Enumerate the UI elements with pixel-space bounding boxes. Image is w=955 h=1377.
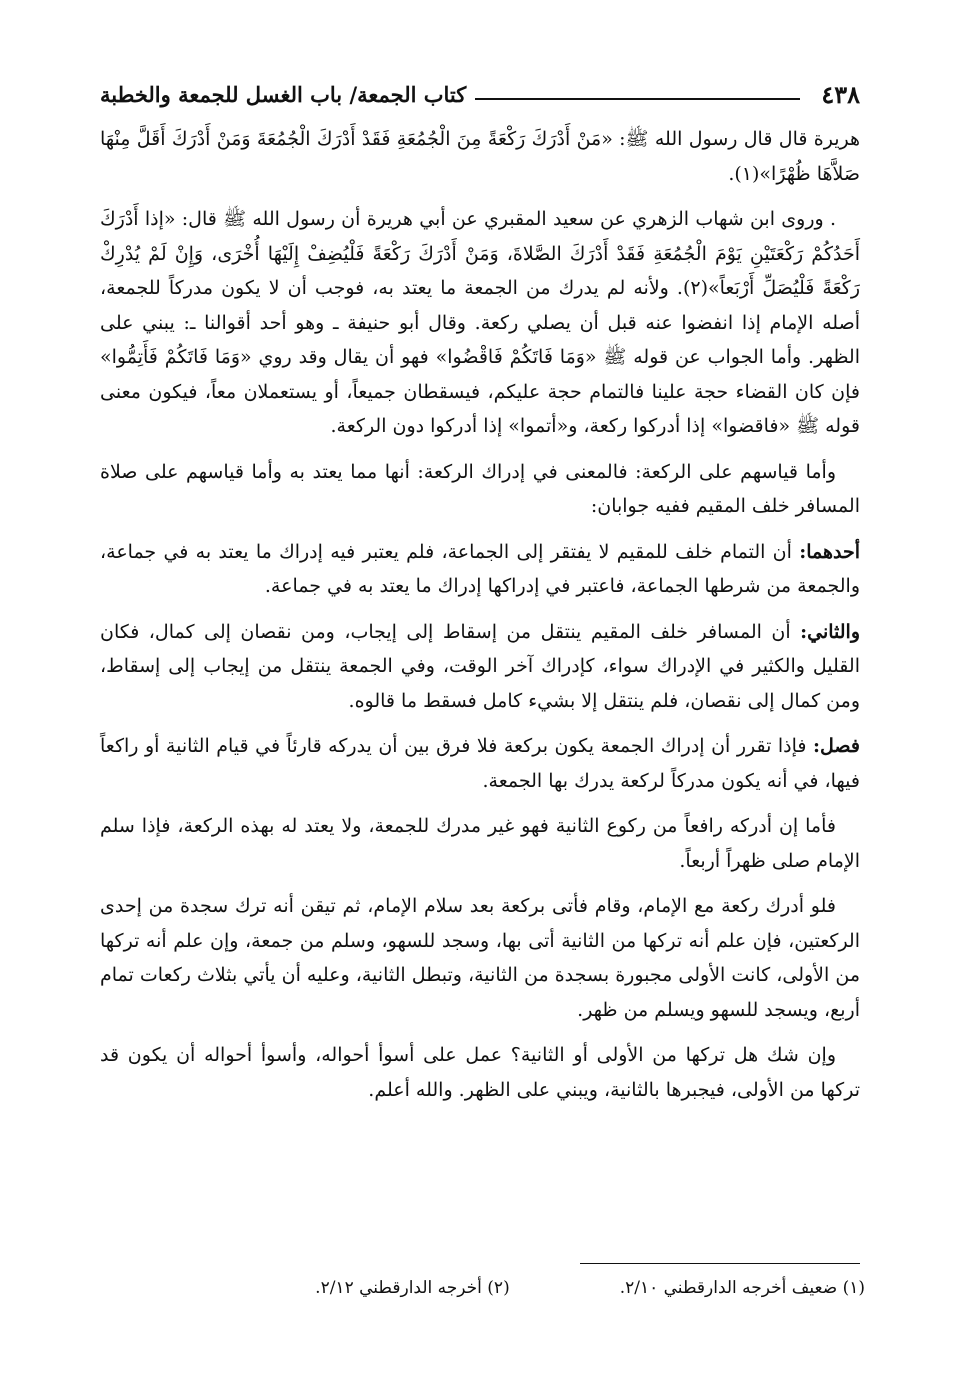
paragraph	[100, 535, 860, 604]
paragraph-text: فلو أدرك ركعة مع الإمام، وقام فأتى بركعة بعد سلام الإمام، ثم تيقن أنه ترك سجدة من إحدى الركعتين، فإن علم أنه تركها من الثانية أتى بها، وسجد للسهو، وسلم من جمعة، وإن علم أنه تركها من الأولى، كانت الأولى مجبورة بسجدة من الثانية، وتبطل الثانية، وعليه أن يأتي بثلاث ركعات تمام أربع، ويسجد للسهو ويسلم من ظهر.	[100, 895, 860, 1021]
page-header	[100, 80, 860, 120]
paragraph	[100, 729, 860, 798]
paragraph-text: وإن شك هل تركها من الأولى أو الثانية؟ عمل على أسوأ أحواله، وأسوأ أحواله أن يكون قد تركها من الأولى، فيجبرها بالثانية، ويبني على الظهر. والله أعلم.	[100, 1044, 860, 1101]
paragraph-text: هريرة قال قال رسول الله ﷺ: «مَنْ أَدْرَكَ رَكْعَةً مِنَ الْجُمُعَةِ فَقَدْ أَدْرَكَ الْجُمُعَةَ وَمَنْ أَدْرَكَ أَقَلَّ مِنْهَا صَلاَّهَا ظُهْرًا»(١).	[100, 128, 860, 185]
footnote-rule	[580, 1263, 860, 1264]
paragraph	[100, 615, 860, 719]
running-title: كتاب الجمعة/ باب الغسل للجمعة والخطبة	[100, 82, 467, 107]
paragraph-text: . وروى ابن شهاب الزهري عن سعيد المقبري عن أبي هريرة أن رسول الله ﷺ قال: «إذا أَدْرَكَ أَحَدُكُمْ رَكْعَتَيْنِ يَوْمَ الْجُمُعَةِ فَقَدْ أَدْرَكَ الصَّلاةَ، وَمَنْ أَدْرَكَ رَكْعَةً فَلْيُضِفْ إِلَيْهَا أُخْرَى، وَإِنْ لَمْ يُدْرِكْ رَكْعَةً فَلْيُصَلِّ أَرْبَعاً»(٢). ولأنه لم يدرك من الجمعة ما يعتد به، فوجب أن لا يكون مدركاً للجمعة، أصله الإمام إذا انفضوا عنه قبل أن يصلي ركعة. وقال أبو حنيفة ـ وهو أحد أقوالنا ـ: يبني على الظهر. وأما الجواب عن قوله ﷺ «وَمَا فَاتَكُمْ فَاقْضُوا» فهو أن يقال وقد روي «وَمَا فَاتَكُمْ فَأَتِمُّوا» فإن كان القضاء حجة علينا فالتمام حجة عليكم، فيسقطان جميعاً، أو يستعملان معاً، فيكون معنى قوله ﷺ «فاقضوا» إذا أدركوا ركعة، و«أتموا» إذا أدركوا دون الركعة.	[100, 208, 860, 437]
paragraph-lead: فصل:	[813, 735, 860, 757]
paragraph	[100, 455, 860, 524]
paragraph-text: فأما إن أدركه رافعاً من ركوع الثانية فهو غير مدرك للجمعة، ولا يعتد له بهذه الركعة، فإذا سلم الإمام صلى ظهراً أربعاً.	[100, 815, 860, 872]
footnotes	[100, 1278, 865, 1298]
paragraph-text: أن التمام خلف للمقيم لا يفتقر إلى الجماعة، فلم يعتبر فيه إدراك ما يعتد به في جماعة، والجمعة من شرطها الجماعة، فاعتبر في إدراكها إدراك ما يعتد به في جماعة.	[100, 540, 860, 597]
paragraph	[100, 889, 860, 1027]
header-rule	[475, 98, 800, 100]
paragraph-lead: والثاني:	[800, 620, 860, 643]
paragraph-text: وأما قياسهم على الركعة: فالمعنى في إدراك الركعة: أنها مما يعتد به وأما قياسهم على صلاة المسافر خلف المقيم ففيه جوابان:	[100, 460, 860, 517]
paragraph-text: فإذا تقرر أن إدراك الجمعة يكون بركعة فلا فرق بين أن يدركه قارئاً في قيام الثانية أو راكعاً فيها، في أنه يكون مدركاً لركعة يدرك بها الجمعة.	[100, 735, 860, 792]
paragraph-text: أن المسافر خلف المقيم ينتقل من إسقاط إلى إيجاب، ومن نقصان إلى كمال، فكان القليل والكثير في الإدراك سواء، كإدراك آخر الوقت، وفي الجمعة ينتقل من إيجاب إلى إسقاط، ومن كمال إلى نقصان، فلم ينتقل إلا بشيء كامل فسقط ما قالوه.	[100, 620, 860, 712]
paragraph	[100, 1038, 860, 1107]
paragraph	[100, 122, 860, 191]
page-number: ٤٣٨	[821, 80, 860, 109]
footnote-2: (٢) أخرجه الدارقطني ٢/١٢.	[315, 1278, 510, 1298]
paragraph	[100, 202, 860, 444]
paragraph	[100, 809, 860, 878]
paragraph-lead: أحدهما:	[799, 540, 860, 563]
footnote-1: (١) ضعيف أخرجه الدارقطني ٢/١٠.	[619, 1278, 865, 1298]
body-text	[100, 122, 860, 1118]
